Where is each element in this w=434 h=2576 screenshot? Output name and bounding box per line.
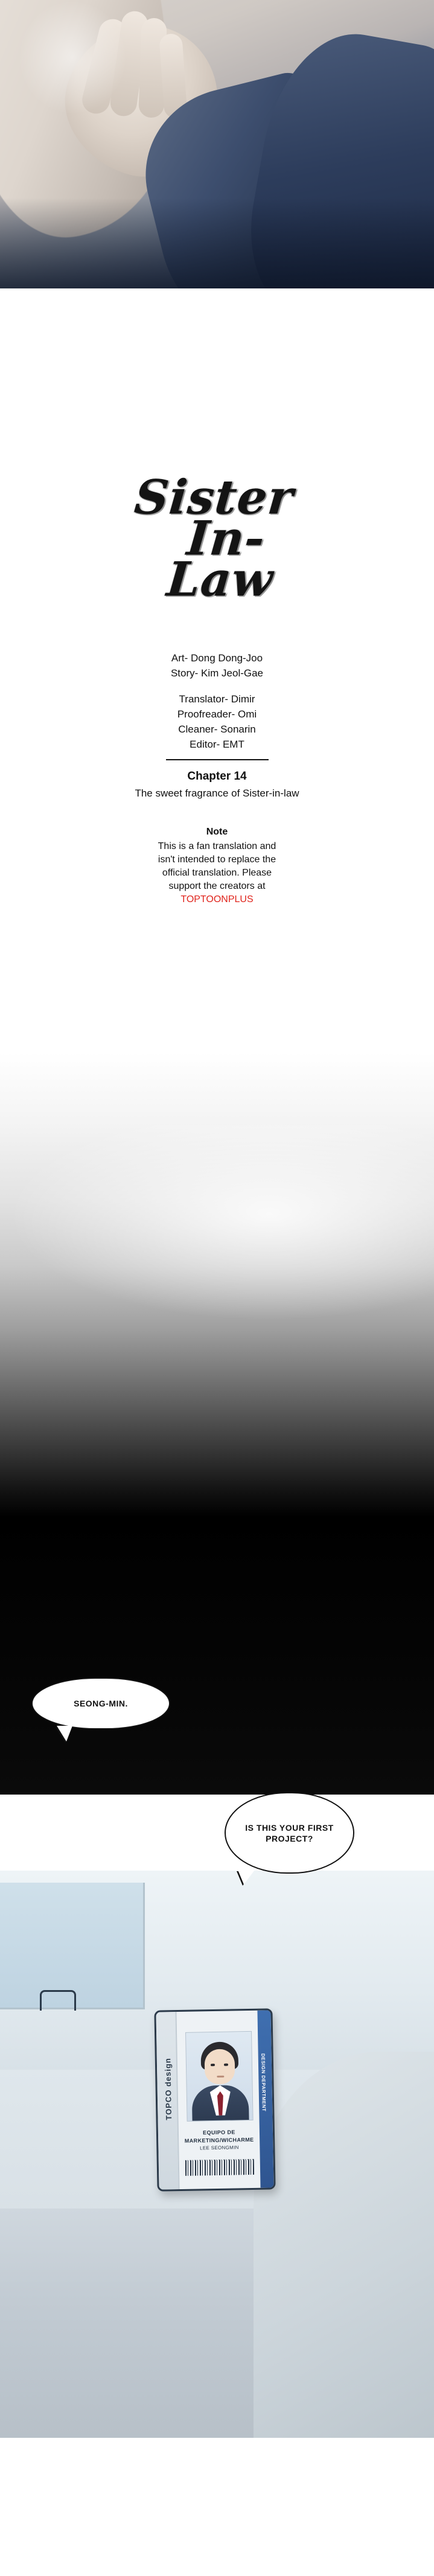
speech-bubble-seongmin [31,1678,170,1729]
badge-text-block [179,2129,260,2151]
badge-clip [40,1990,76,2011]
credits-block [0,650,434,752]
credit-editor: Editor- EMT [190,739,244,750]
toptoonplus-link[interactable]: TOPTOONPLUS [180,894,254,905]
divider [166,759,269,760]
credit-translator: Translator- Dimir [179,693,255,705]
panel-id-badge [0,1871,434,2438]
badge-name-line-2: MARKETING/WICHARME [184,2136,254,2144]
panel-bottom-white [0,2438,434,2576]
photo-eye-left [211,2064,215,2066]
title-line-2: In- [185,511,267,567]
credit-story: Story- Kim Jeol-Gae [170,667,264,679]
badge-name-line-3: LEE SEONGMIN [200,2145,239,2151]
chapter-subtitle: The sweet fragrance of Sister-in-law [135,787,299,799]
credit-art: Art- Dong Dong-Joo [171,652,263,664]
note-line-3: official translation. Please [162,868,272,878]
bottom-shadow [0,198,434,288]
photo-mouth [217,2076,224,2078]
note-line-1: This is a fan translation and [158,841,276,851]
translation-note [0,825,434,906]
id-badge [154,2008,275,2191]
badge-left-strip [156,2012,179,2190]
speech-bubble-question [225,1792,354,1874]
note-line-2: isn't intended to replace the [158,854,276,865]
series-title [0,470,434,608]
bubble-tail [238,1870,255,1884]
light-highlight [18,0,127,115]
panel-gradient-transition [0,1052,434,1517]
credit-cleaner: Cleaner- Sonarin [178,724,256,735]
title-section [0,288,434,1052]
light-glow [0,1125,434,1324]
badge-name-line-1: EQUIPO DE [203,2129,235,2136]
badge-barcode [185,2159,254,2176]
chapter-number: Chapter 14 [187,770,247,783]
badge-department-label: DESIGN DEPARTMENT [260,2053,267,2112]
title-line-1: Sister [132,470,296,525]
speech-text: SEONG-MIN. [74,1699,128,1708]
credits-authors [0,650,434,681]
badge-photo [185,2031,254,2122]
panel-opening-photo [0,0,434,288]
credits-staff [0,692,434,752]
character-shoulder [254,2052,434,2438]
note-line-4: support the creators at [168,881,266,891]
badge-right-strip [257,2010,273,2187]
badge-company-label: TOPCO design [163,2057,174,2120]
title-line-3: Law [164,552,276,608]
bubble-tail [57,1726,72,1741]
panel-dark [0,1517,434,1795]
photo-face [205,2049,235,2084]
photo-eye-right [224,2064,228,2066]
note-heading: Note [206,827,228,837]
credit-proofreader: Proofreader- Omi [177,708,257,720]
chapter-block [0,759,434,801]
speech-text: IS THIS YOUR FIRST PROJECT? [245,1822,334,1843]
